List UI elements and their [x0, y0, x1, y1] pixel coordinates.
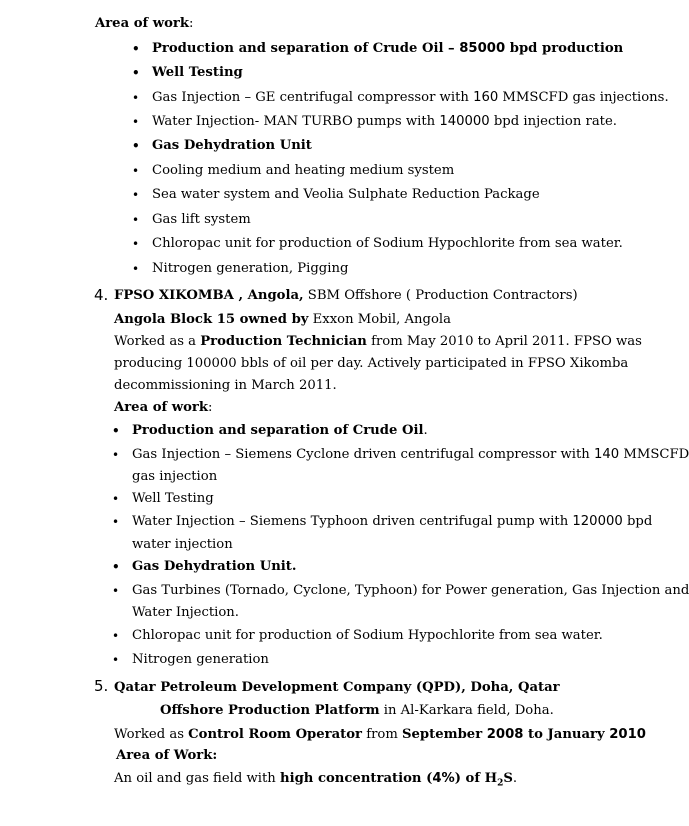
list-item: • Chloropac unit for production of Sodium Hypochlorite from sea water.	[152, 236, 623, 252]
paragraph-line: producing 100000 bbls of oil per day. Actively participated in FPSO Xikomba	[114, 356, 629, 371]
area-of-work-heading: Area of work:	[95, 16, 194, 31]
list-item: • Production and separation of Crude Oil – 85000 bpd production	[152, 41, 623, 57]
list-item: • Production and separation of Crude Oil.	[132, 423, 428, 439]
area-of-work-heading: Area of work:	[114, 400, 213, 415]
list-item: • Sea water system and Veolia Sulphate Reduction Package	[152, 187, 540, 203]
list-item: • Nitrogen generation	[132, 652, 269, 668]
list-item: • Gas Injection – Siemens Cyclone driven centrifugal compressor with 140 MMSCFD	[132, 447, 689, 463]
list-item: • Chloropac unit for production of Sodium Hypochlorite from sea water.	[132, 628, 603, 644]
area-of-work-heading: Area of Work:	[116, 748, 218, 763]
section-number: 4.	[94, 286, 109, 304]
list-item: • Gas Injection – GE centrifugal compressor with 160 MMSCFD gas injections.	[152, 90, 669, 106]
list-item: • Nitrogen generation, Pigging	[152, 261, 348, 277]
list-item-continuation: Water Injection.	[132, 605, 239, 620]
list-item: • Well Testing	[152, 65, 243, 81]
list-item: • Well Testing	[132, 491, 214, 507]
section-title: FPSO XIKOMBA , Angola, SBM Offshore ( Production Contractors)	[114, 288, 578, 303]
platform-line: Offshore Production Platform in Al-Karkara field, Doha.	[160, 703, 554, 718]
paragraph-line: An oil and gas field with high concentration (4%) of $H_2S$.	[114, 771, 518, 789]
list-item-continuation: water injection	[132, 537, 233, 552]
list-item: • Gas Turbines (Tornado, Cyclone, Typhoon) for Power generation, Gas Injection and	[132, 583, 689, 599]
section-title: Qatar Petroleum Development Company (QPD), Doha, Qatar	[114, 680, 560, 695]
list-item: • Gas Dehydration Unit.	[132, 559, 296, 575]
paragraph-line: Worked as Control Room Operator from September 2008 to January 2010	[114, 727, 646, 742]
list-item: • Water Injection- MAN TURBO pumps with 140000 bpd injection rate.	[152, 114, 617, 130]
paragraph-line: Worked as a Production Technician from May 2010 to April 2011. FPSO was	[114, 334, 642, 349]
list-item-continuation: gas injection	[132, 469, 218, 484]
list-item: • Gas lift system	[152, 212, 251, 228]
paragraph-line: decommissioning in March 2011.	[114, 378, 337, 393]
list-item: • Cooling medium and heating medium system	[152, 163, 454, 179]
section-number: 5.	[94, 677, 109, 695]
block-line: Angola Block 15 owned by Exxon Mobil, Angola	[114, 312, 451, 327]
list-item: • Water Injection – Siemens Typhoon driven centrifugal pump with 120000 bpd	[132, 514, 652, 530]
list-item: • Gas Dehydration Unit	[152, 138, 312, 154]
